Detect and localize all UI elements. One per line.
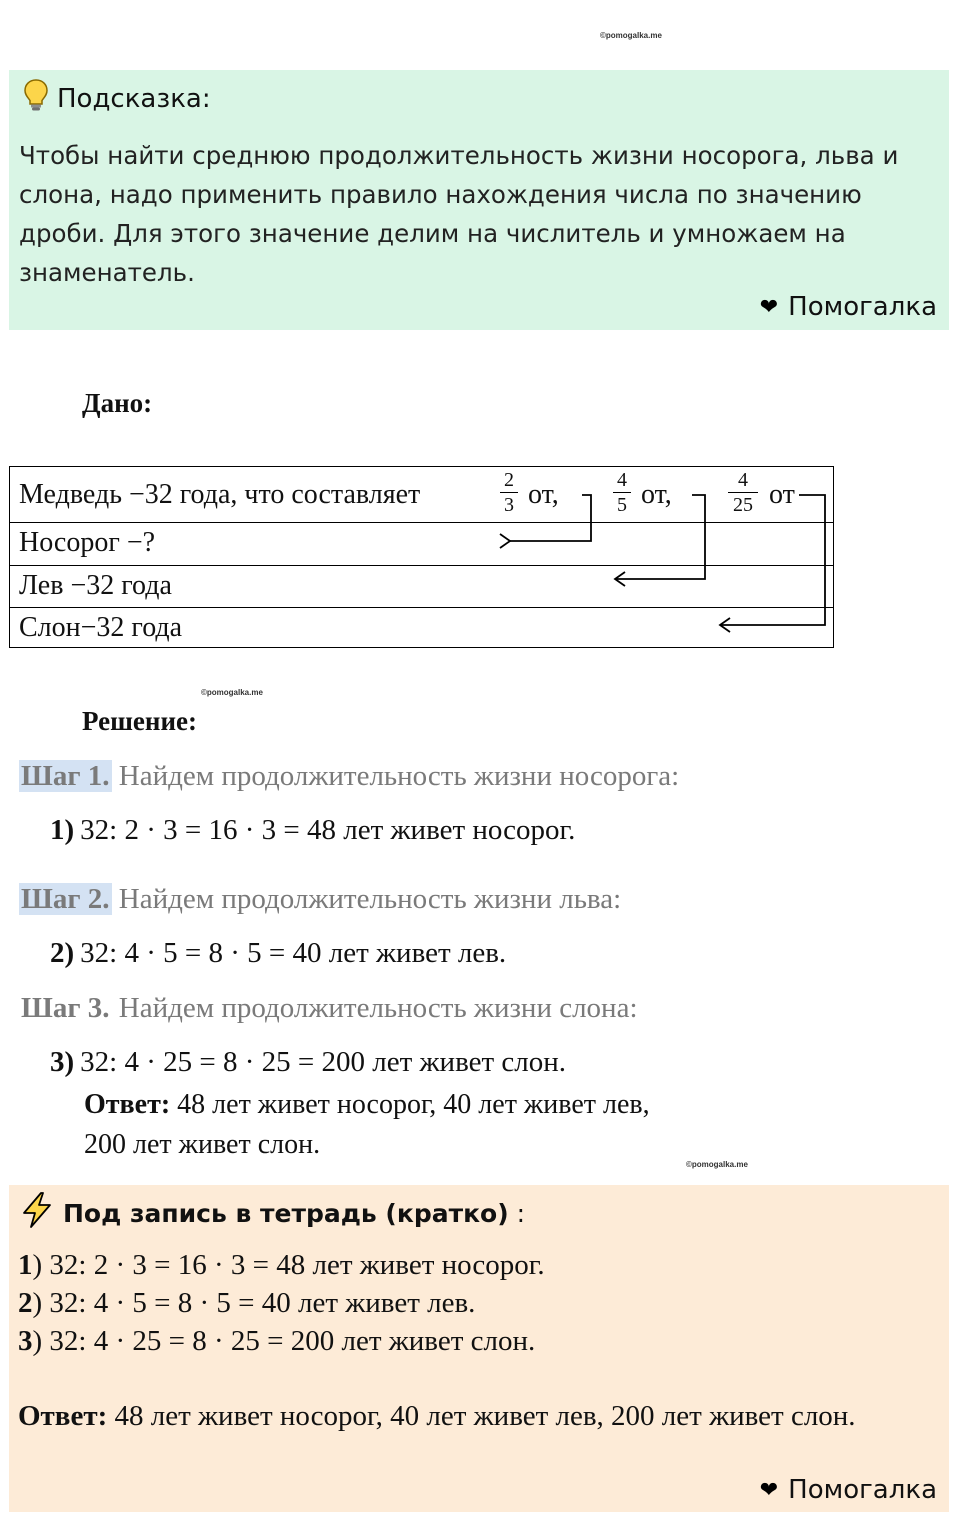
notebook-box: [9, 1185, 949, 1512]
fraction-numerator: 2: [504, 469, 514, 491]
given-label: Дано:: [82, 388, 153, 418]
step-2-expression: 32: 4 · 5 = 8 · 5 = 40 лет живет лев.: [80, 937, 507, 969]
brand-name: Помогалка: [788, 292, 937, 322]
notebook-line-3: [18, 1325, 535, 1358]
brand-name: Помогалка: [788, 1475, 937, 1505]
notebook-title: Под запись в тетрадь (кратко): [63, 1198, 509, 1228]
brand-signature: [760, 1475, 937, 1505]
answer-line-1: 48 лет живет носорог, 40 лет живет лев,: [177, 1089, 650, 1120]
fraction-numerator: 4: [738, 469, 748, 491]
hint-text: Чтобы найти среднюю продолжительность жизни носорога, льва и слона, надо применить правило нахождения числа по значению дроби. Для этого значение делим на числитель и умножаем на знаменатель.: [19, 141, 899, 287]
fraction-denominator: 25: [733, 494, 753, 516]
notebook-line-3-number: 3: [18, 1325, 33, 1357]
answer-label: Ответ:: [84, 1089, 171, 1120]
step-1-equation: [50, 814, 575, 847]
fraction-bar: [500, 492, 518, 493]
step-2-text: Найдем продолжительность жизни льва:: [118, 883, 622, 915]
notebook-line-1-text: ) 32: 2 · 3 = 16 · 3 = 48 лет живет носорог.: [32, 1249, 545, 1281]
ot-label: от: [769, 479, 795, 510]
ot-label: от,: [641, 479, 672, 510]
hint-box: [9, 70, 949, 330]
ot-label: от,: [528, 479, 559, 510]
watermark-bottom: ©pomogalka.me: [686, 1160, 748, 1169]
fraction-2-3: [500, 469, 518, 516]
watermark-middle: ©pomogalka.me: [201, 688, 263, 697]
lightbulb-icon: [23, 78, 49, 119]
watermark-top: ©pomogalka.me: [600, 31, 662, 40]
fraction-denominator: 5: [617, 494, 627, 516]
heart-icon: ❤: [759, 294, 779, 320]
notebook-answer-text: 48 лет живет носорог, 40 лет живет лев, 200 лет живет слон.: [114, 1400, 856, 1432]
step-2-number: 2): [50, 937, 75, 969]
given-rhino-text: Носорог −?: [19, 527, 156, 558]
notebook-line-2: [18, 1287, 475, 1320]
step-2-heading: [19, 883, 621, 916]
notebook-answer-label: Ответ:: [18, 1400, 108, 1432]
notebook-header: [19, 1191, 525, 1235]
notebook-line-3-text: ) 32: 4 · 25 = 8 · 25 = 200 лет живет слон.: [32, 1325, 536, 1357]
given-bear-text: Медведь −32 года, что составляет: [19, 479, 421, 510]
fraction-bar: [613, 492, 631, 493]
notebook-line-1-number: 1: [18, 1249, 33, 1281]
step-1-number: 1): [50, 814, 75, 846]
answer-line-2: 200 лет живет слон.: [84, 1129, 321, 1160]
given-table: [9, 466, 834, 648]
solution-answer: [84, 1085, 650, 1165]
step-2-label: Шаг 2.: [21, 883, 110, 915]
given-elephant-text: Слон−32 года: [19, 612, 183, 643]
step-3-label: Шаг 3.: [21, 992, 110, 1024]
step-1-label: Шаг 1.: [21, 760, 110, 792]
lightning-icon: [19, 1191, 55, 1235]
hint-title: Подсказка:: [57, 83, 211, 114]
notebook-line-1: [18, 1249, 545, 1282]
brand-signature: [760, 292, 937, 322]
step-3-equation: [50, 1046, 566, 1079]
fraction-numerator: 4: [617, 469, 627, 491]
step-2-equation: [50, 937, 506, 970]
fraction-bar: [728, 492, 758, 493]
given-row-bear: [10, 467, 833, 522]
step-3-number: 3): [50, 1046, 75, 1078]
given-lion-text: Лев −32 года: [19, 570, 172, 601]
fraction-denominator: 3: [504, 494, 514, 516]
step-1-expression: 32: 2 · 3 = 16 · 3 = 48 лет живет носорог.: [80, 814, 576, 846]
step-3-expression: 32: 4 · 25 = 8 · 25 = 200 лет живет слон.: [80, 1046, 567, 1078]
notebook-title-colon: :: [516, 1198, 526, 1228]
step-3-text: Найдем продолжительность жизни слона:: [118, 992, 638, 1024]
given-row-elephant: [10, 607, 833, 649]
notebook-answer: [18, 1397, 923, 1435]
heart-icon: ❤: [759, 1477, 779, 1503]
step-1-heading: [19, 760, 679, 793]
solution-label: Решение:: [82, 706, 197, 736]
hint-header: [23, 78, 211, 119]
step-3-heading: [19, 992, 638, 1025]
given-row-rhino: [10, 522, 833, 565]
notebook-line-2-text: ) 32: 4 · 5 = 8 · 5 = 40 лет живет лев.: [32, 1287, 476, 1319]
given-row-lion: [10, 565, 833, 607]
fraction-4-25: [728, 469, 758, 516]
step-1-text: Найдем продолжительность жизни носорога:: [118, 760, 680, 792]
fraction-4-5: [613, 469, 631, 516]
notebook-line-2-number: 2: [18, 1287, 33, 1319]
